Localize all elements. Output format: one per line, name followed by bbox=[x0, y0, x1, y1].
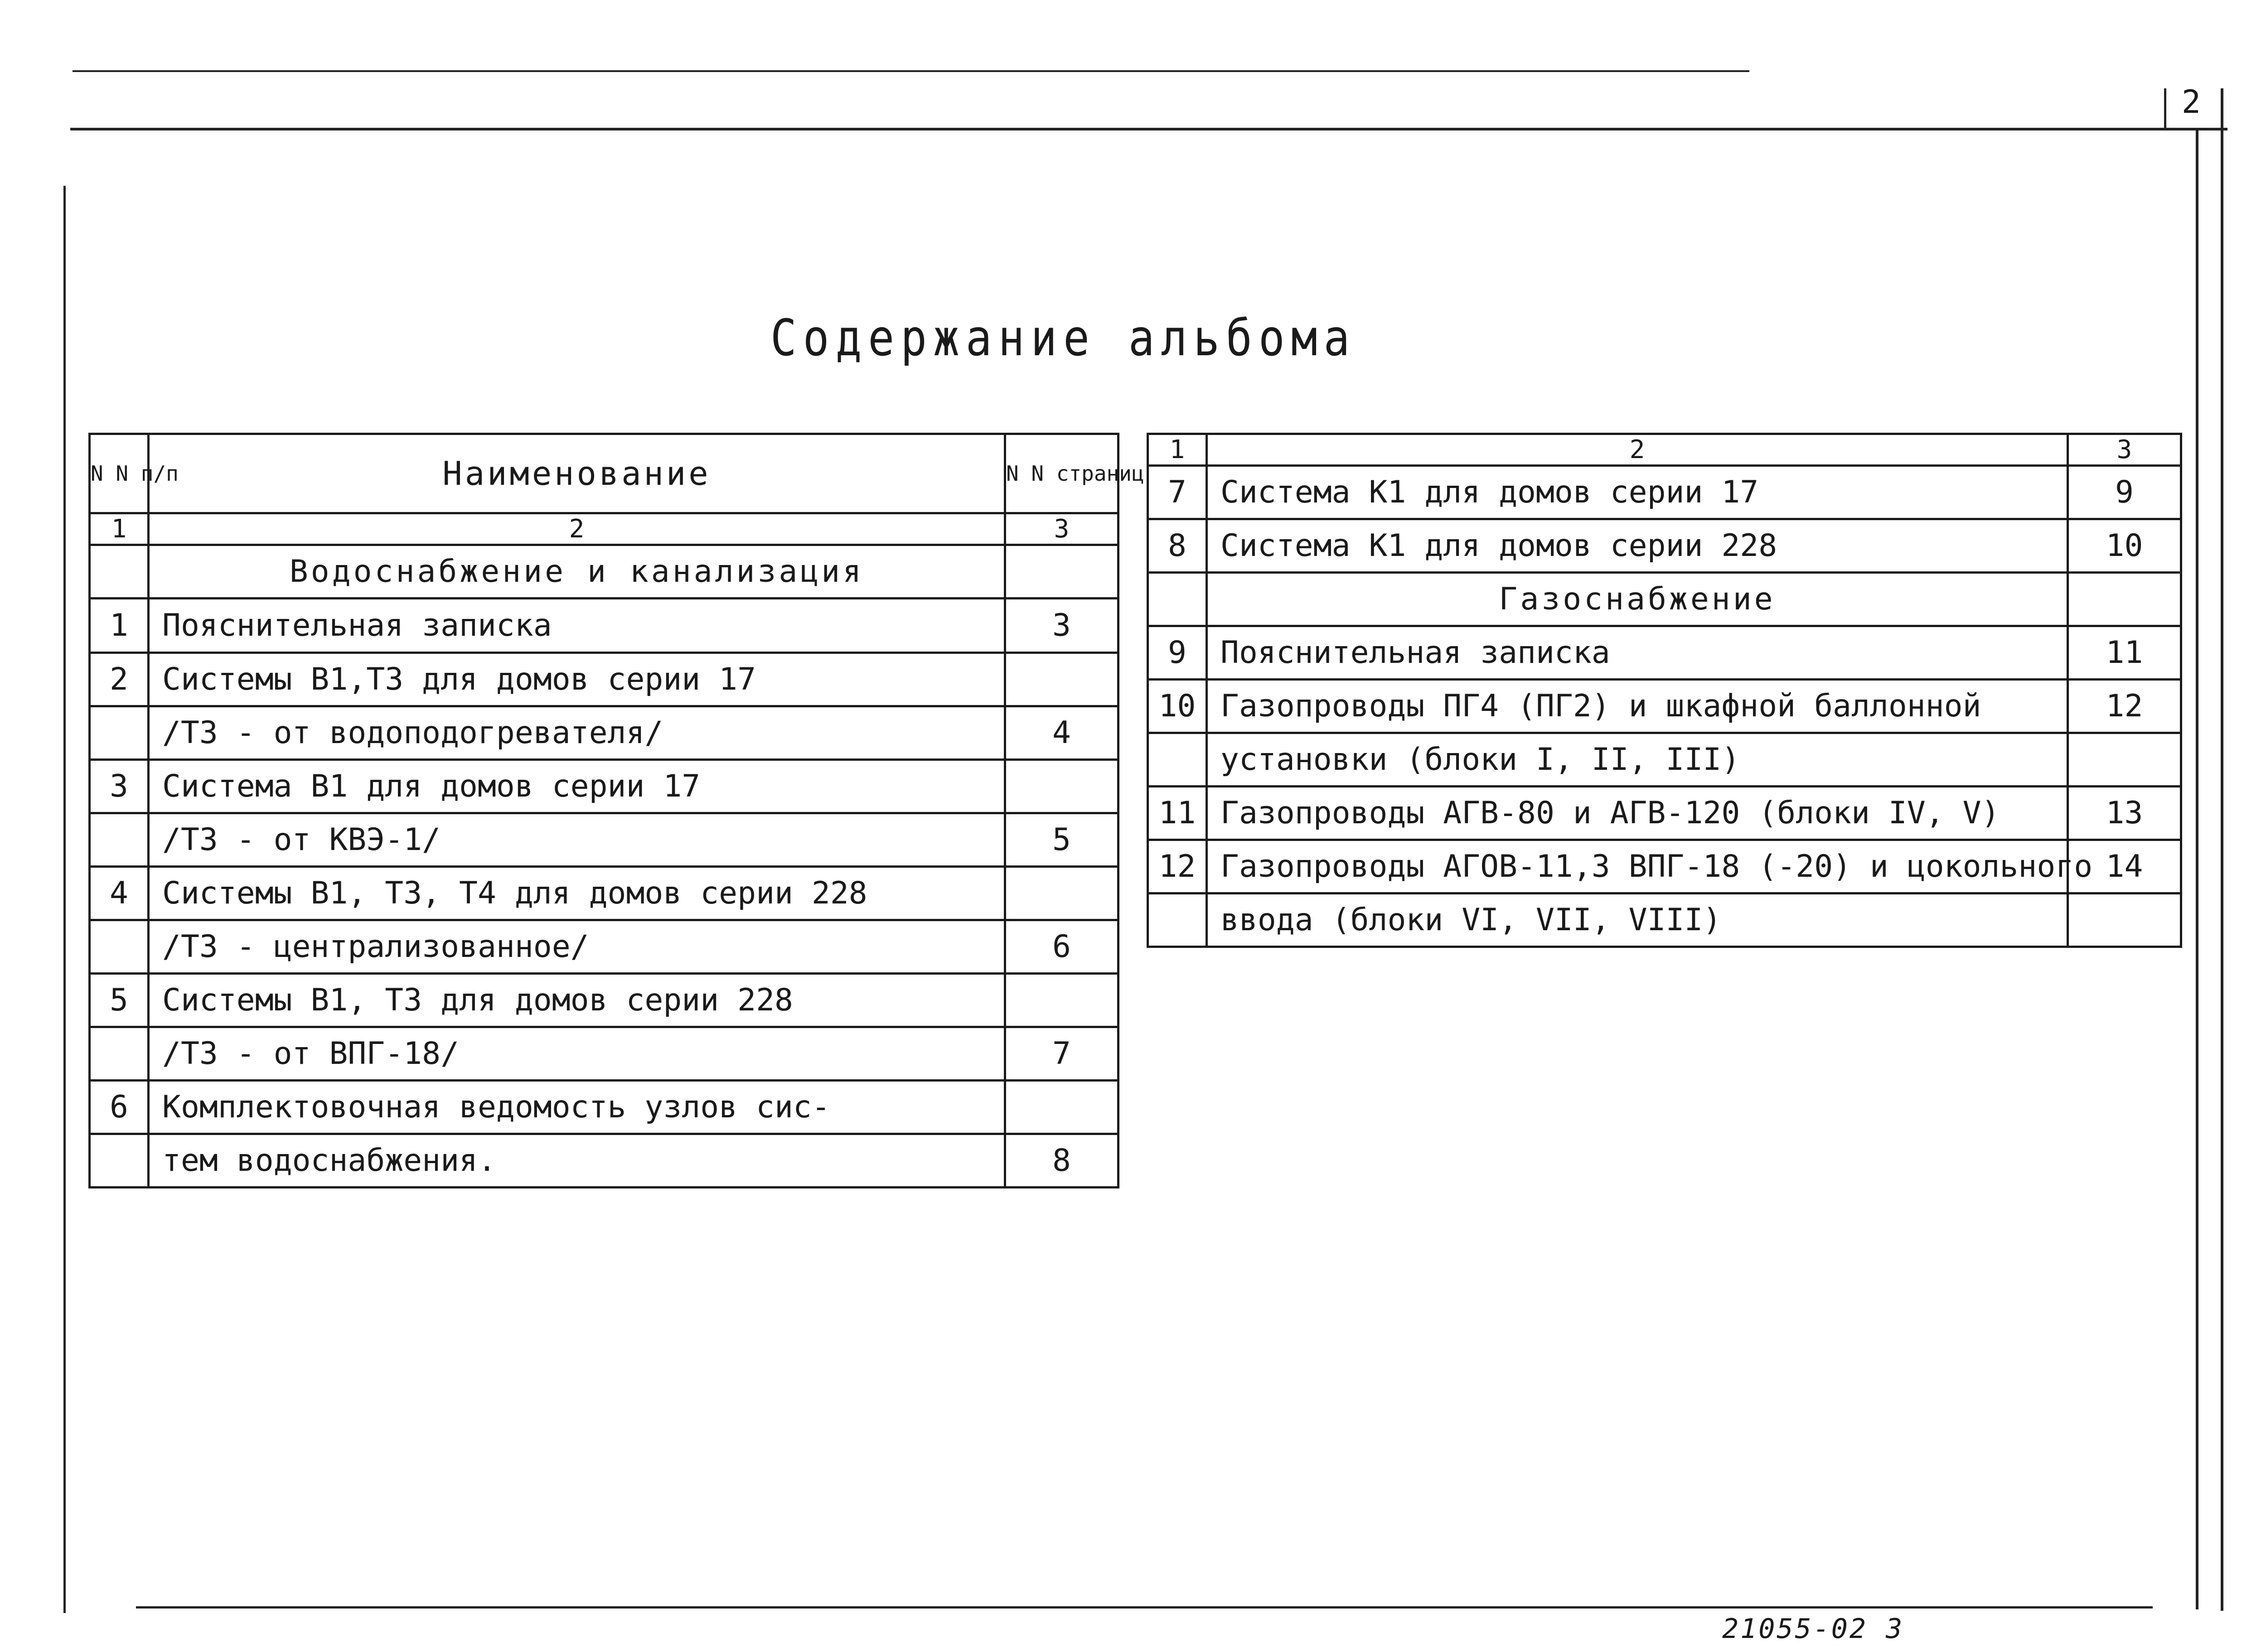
document-code: 21055-02 3 bbox=[1722, 1613, 1904, 1645]
row-name: Системы В1,Т3 для домов серии 17 bbox=[149, 653, 1005, 706]
section-row bbox=[90, 545, 1118, 599]
table-row bbox=[90, 1081, 1118, 1134]
table-row bbox=[90, 920, 1118, 974]
table-row bbox=[90, 653, 1118, 706]
table-row bbox=[1148, 680, 2181, 733]
row-page: 6 bbox=[1005, 920, 1118, 974]
row-name: Пояснительная записка bbox=[149, 599, 1005, 653]
column-number-row bbox=[90, 513, 1118, 545]
table-row bbox=[1148, 787, 2181, 840]
header-name: Наименование bbox=[149, 434, 1005, 513]
row-name: Пояснительная записка bbox=[1207, 626, 2068, 680]
column-number: 2 bbox=[1207, 434, 2068, 466]
row-page: 12 bbox=[2068, 680, 2181, 733]
column-number: 2 bbox=[149, 513, 1005, 545]
row-page: 7 bbox=[1005, 1027, 1118, 1081]
row-page bbox=[1005, 1081, 1118, 1134]
row-number bbox=[90, 1134, 149, 1188]
table-row bbox=[1148, 626, 2181, 680]
row-name: Системы В1, Т3 для домов серии 228 bbox=[149, 974, 1005, 1027]
row-number bbox=[90, 1027, 149, 1081]
row-number: 3 bbox=[90, 760, 149, 813]
table-header-row bbox=[90, 434, 1118, 513]
row-page: 13 bbox=[2068, 787, 2181, 840]
row-name: /Т3 - централизованное/ bbox=[149, 920, 1005, 974]
row-page bbox=[2068, 894, 2181, 947]
row-page: 4 bbox=[1005, 706, 1118, 760]
section-title: Водоснабжение и канализация bbox=[149, 545, 1005, 599]
row-page bbox=[1005, 867, 1118, 920]
row-number: 4 bbox=[90, 867, 149, 920]
row-name: Система К1 для домов серии 228 bbox=[1207, 519, 2068, 573]
row-name: /Т3 - от водоподогревателя/ bbox=[149, 706, 1005, 760]
row-page bbox=[1005, 760, 1118, 813]
column-number: 1 bbox=[90, 513, 149, 545]
row-name: Газопроводы АГОВ-11,3 ВПГ-18 (-20) и цокольного bbox=[1207, 840, 2068, 894]
table-row bbox=[90, 813, 1118, 867]
section-row bbox=[1148, 573, 2181, 626]
row-page: 14 bbox=[2068, 840, 2181, 894]
row-page: 9 bbox=[2068, 466, 2181, 519]
row-name: установки (блоки I, II, III) bbox=[1207, 733, 2068, 787]
table-row bbox=[1148, 733, 2181, 787]
contents-table-right bbox=[1147, 433, 2182, 948]
row-number: 7 bbox=[1148, 466, 1207, 519]
row-name: Комплектовочная ведомость узлов сис- bbox=[149, 1081, 1005, 1134]
row-number: 1 bbox=[90, 599, 149, 653]
row-number bbox=[1148, 733, 1207, 787]
section-title: Газоснабжение bbox=[1207, 573, 2068, 626]
table-row bbox=[90, 974, 1118, 1027]
frame-right-line-outer bbox=[2221, 88, 2223, 1611]
row-number bbox=[1148, 894, 1207, 947]
table-row bbox=[1148, 894, 2181, 947]
row-number: 9 bbox=[1148, 626, 1207, 680]
header-page: N N страниц bbox=[1005, 434, 1118, 513]
row-name: ввода (блоки VI, VII, VIII) bbox=[1207, 894, 2068, 947]
row-name: Газопроводы ПГ4 (ПГ2) и шкафной баллонной bbox=[1207, 680, 2068, 733]
row-page: 10 bbox=[2068, 519, 2181, 573]
header-num: N N п/п bbox=[90, 434, 149, 513]
table-row bbox=[1148, 466, 2181, 519]
frame-bottom-line bbox=[136, 1606, 2153, 1609]
column-number: 3 bbox=[2068, 434, 2181, 466]
row-number: 5 bbox=[90, 974, 149, 1027]
row-name: /Т3 - от КВЭ-1/ bbox=[149, 813, 1005, 867]
row-number: 8 bbox=[1148, 519, 1207, 573]
row-page: 5 bbox=[1005, 813, 1118, 867]
row-number bbox=[90, 706, 149, 760]
column-number: 1 bbox=[1148, 434, 1207, 466]
row-number: 6 bbox=[90, 1081, 149, 1134]
column-number-row bbox=[1148, 434, 2181, 466]
contents-table-left bbox=[88, 433, 1144, 1188]
row-name: Газопроводы АГВ-80 и АГВ-120 (блоки IV, V) bbox=[1207, 787, 2068, 840]
row-number: 11 bbox=[1148, 787, 1207, 840]
table-row bbox=[90, 599, 1118, 653]
page-number: 2 bbox=[2181, 83, 2201, 121]
row-number: 12 bbox=[1148, 840, 1207, 894]
page-title: Содержание альбома bbox=[770, 309, 1356, 367]
frame-left-line bbox=[63, 186, 66, 1613]
row-name: Система К1 для домов серии 17 bbox=[1207, 466, 2068, 519]
row-page: 8 bbox=[1005, 1134, 1118, 1188]
frame-right-line bbox=[2196, 128, 2198, 1609]
row-number: 2 bbox=[90, 653, 149, 706]
table-row bbox=[1148, 519, 2181, 573]
table-row bbox=[90, 706, 1118, 760]
row-name: тем водоснабжения. bbox=[149, 1134, 1005, 1188]
page-number-box-left bbox=[2164, 88, 2166, 130]
row-number bbox=[90, 813, 149, 867]
table-row bbox=[90, 1134, 1118, 1188]
row-number: 10 bbox=[1148, 680, 1207, 733]
table-row bbox=[1148, 840, 2181, 894]
row-page: 3 bbox=[1005, 599, 1118, 653]
table-row bbox=[90, 867, 1118, 920]
table-row bbox=[90, 760, 1118, 813]
row-name: /Т3 - от ВПГ-18/ bbox=[149, 1027, 1005, 1081]
row-page: 11 bbox=[2068, 626, 2181, 680]
row-page bbox=[1005, 653, 1118, 706]
column-number: 3 bbox=[1005, 513, 1118, 545]
table-row bbox=[90, 1027, 1118, 1081]
row-page bbox=[2068, 733, 2181, 787]
frame-top-thin-line bbox=[73, 70, 1749, 72]
row-name: Система В1 для домов серии 17 bbox=[149, 760, 1005, 813]
row-number bbox=[90, 920, 149, 974]
row-page bbox=[1005, 974, 1118, 1027]
frame-top-line bbox=[70, 128, 2227, 130]
row-name: Системы В1, Т3, Т4 для домов серии 228 bbox=[149, 867, 1005, 920]
